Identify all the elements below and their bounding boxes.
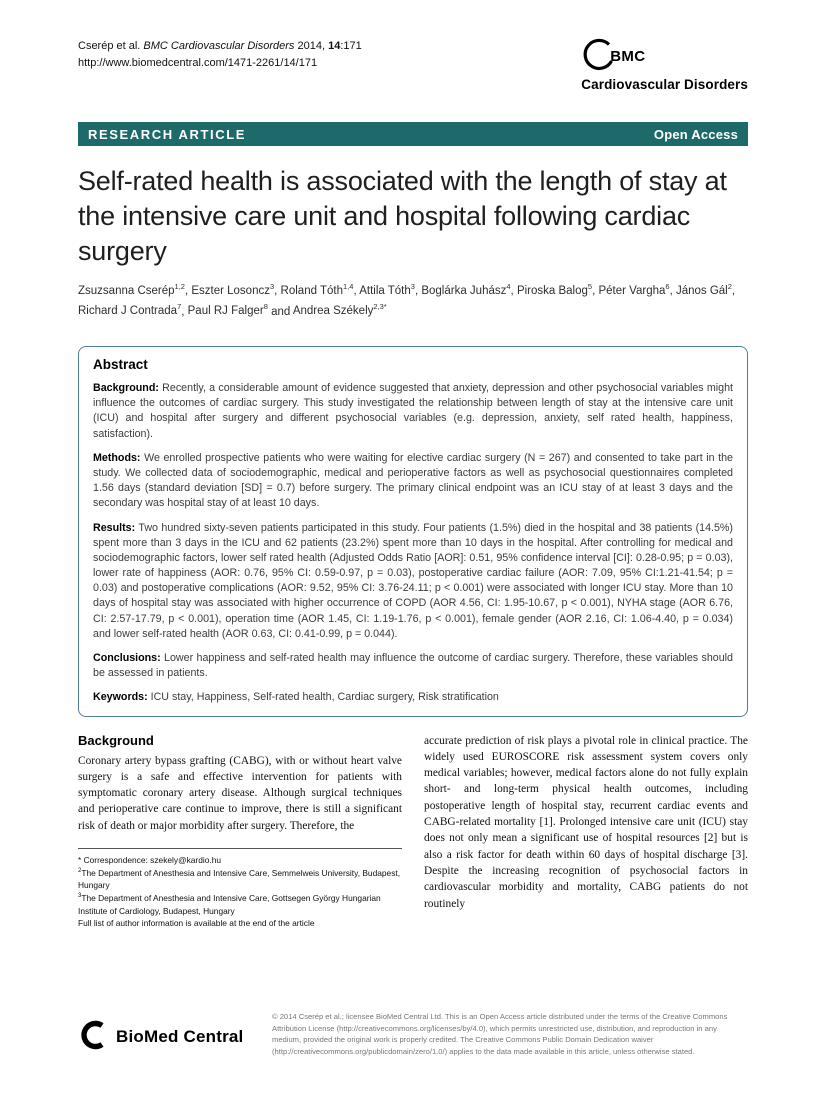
bmc-logo bbox=[581, 38, 748, 92]
biomed-central-logo-text: BioMed Central bbox=[116, 1027, 244, 1047]
author: Piroska Balog$^5$ bbox=[516, 282, 593, 298]
footnote-list bbox=[78, 854, 402, 930]
citation-journal: BMC Cardiovascular Disorders bbox=[140, 40, 298, 52]
footnote: * Correspondence: szekely@kardio.hu bbox=[78, 855, 222, 866]
abstract-heading: Abstract bbox=[93, 357, 148, 373]
abstract-methods bbox=[93, 451, 733, 512]
abstract-background bbox=[93, 381, 733, 442]
author-list: Zsuzsanna Cserép$^{1,2}$, Eszter Losoncz$^3$, Roland Tóth$^{1,4}$, Attila Tóth$^3$, Boglárka Juhász$^4$, Piroska Balog$^5$, Péter Vargha$^6$, János Gál$^2$, Richard J Contrada$^7$, Paul RJ Falger$^8$ and Andrea Székely$^{2,3*}$ bbox=[78, 282, 736, 318]
bmc-logo-text: BMC bbox=[610, 48, 646, 65]
research-article-banner bbox=[78, 122, 748, 146]
author: Zsuzsanna Cserép$^{1,2}$ bbox=[78, 282, 185, 298]
keywords-label: Keywords: bbox=[93, 691, 148, 704]
author: János Gál$^2$ bbox=[675, 282, 732, 298]
footnote: $^2$The Department of Anesthesia and Intensive Care, Semmelweis University, Budapest, Hungary bbox=[78, 867, 401, 891]
biomed-central-mark-icon bbox=[78, 1019, 110, 1056]
banner-open-access: Open Access bbox=[653, 126, 738, 142]
article-url-link[interactable]: http://www.biomedcentral.com/1471-2261/14/171 bbox=[78, 56, 318, 69]
footnotes-block bbox=[78, 848, 402, 930]
abstract-background-text: Recently, a considerable amount of evidence suggested that anxiety, depression and other psychosocial variables might influence the outcomes of cardiac surgery. This study investigated the relationship between length of stay at the intensive care unit (ICU) and hospital after surgery and different psychosocial variables (e.g. depression, anxiety, self rated health, happiness, satisfaction). bbox=[93, 382, 733, 440]
citation-year: 2014, bbox=[297, 40, 329, 52]
abstract-methods-label: Methods: bbox=[93, 451, 141, 464]
author: Roland Tóth$^{1,4}$ bbox=[280, 282, 354, 298]
abstract-conclusions bbox=[93, 651, 733, 681]
bmc-journal-name: Cardiovascular Disorders bbox=[581, 77, 748, 92]
body-paragraph-right: accurate prediction of risk plays a pivotal role in clinical practice. The widely used EUROSCORE risk assessment system covers only medical variables; however, medical factors alone do not fully explain short- and long-term physical health outcomes, including postoperative length of hospital stay, recurrent cardiac events and CABG-related mortality [1]. Prolonged intensive care unit (ICU) stay does not only mean a significant use of hospital resources [2] but is also a risk factor for death within 60 days of hospital discharge [3]. Despite the increasing recognition of psychosocial factors in cardiovascular morbidity and mortality, CABG patients do not routinely bbox=[424, 734, 748, 910]
keywords-line bbox=[93, 690, 733, 705]
author: Eszter Losoncz$^3$ bbox=[191, 282, 275, 298]
abstract-conclusions-text: Lower happiness and self-rated health may influence the outcome of cardiac surgery. Therefore, these variables should be assessed in patients. bbox=[93, 652, 733, 680]
citation-volume: 14 bbox=[328, 40, 341, 52]
footnote-divider bbox=[78, 848, 402, 849]
abstract-results bbox=[93, 521, 733, 643]
author: Paul RJ Falger$^8$ bbox=[187, 302, 268, 318]
page-footer bbox=[78, 1011, 748, 1058]
bmc-logo-row bbox=[581, 38, 748, 81]
citation-line bbox=[78, 38, 362, 55]
author: Péter Vargha$^6$ bbox=[598, 282, 670, 298]
section-heading-background: Background bbox=[78, 732, 154, 748]
author: Boglárka Juhász$^4$ bbox=[421, 282, 511, 298]
abstract-results-label: Results: bbox=[93, 521, 136, 534]
right-column bbox=[424, 733, 748, 930]
body-paragraph-left: Coronary artery bypass grafting (CABG), with or without heart valve surgery is a safe and effective intervention for patients with symptomatic coronary artery disease. Although surgical techniques and perioperative care continue to improve, there is still a significant risk of death or major morbidity after surgery. Therefore, the bbox=[78, 754, 402, 832]
body-columns bbox=[78, 733, 748, 930]
abstract-methods-text: We enrolled prospective patients who were waiting for elective cardiac surgery (N = 267) and consented to take part in the study. We collected data of sociodemographic, medical and perioperative factors as well as psychosocial questionnaires completed 1.56 days (standard deviation [SD] = 0.7) before surgery. The primary clinical endpoint was an ICU stay of at least 3 days and the secondary was hospital stay of at least 10 days. bbox=[93, 451, 733, 510]
abstract-box bbox=[78, 346, 748, 717]
left-column bbox=[78, 733, 402, 930]
author: Andrea Székely$^{2,3*}$ bbox=[292, 302, 387, 318]
page-header bbox=[78, 38, 748, 102]
author: Richard J Contrada$^7$ bbox=[78, 302, 182, 318]
footnote: Full list of author information is available at the end of the article bbox=[78, 918, 315, 929]
citation-authors: Cserép et al. bbox=[78, 40, 141, 52]
keywords-text: ICU stay, Happiness, Self-rated health, Cardiac surgery, Risk stratification bbox=[147, 691, 499, 704]
author: Attila Tóth$^3$ bbox=[359, 282, 415, 298]
abstract-results-text: Two hundred sixty-seven patients participated in this study. Four patients (1.5%) died in the hospital and 38 patients (14.5%) spent more than 3 days in the ICU and 62 patients (23.2%) spent more than 10 days in the hospital. After controlling for medical and sociodemographic factors, lower self rated health (Adjusted Odds Ratio [AOR]: 0.51, 95% confidence interval [CI]: 0.28-0.95; p = 0.03), lower rate of happiness (AOR: 0.76, 95% CI: 0.59-0.97, p = 0.03), postoperative cardiac failure (AOR: 7.09, 95% CI:1.21-41.54; p = 0.03) and postoperative complications (AOR: 9.52, 95% CI: 3.76-24.11; p < 0.001) were associated with longer ICU stay. More than 10 days of hospital stay was associated with higher occurrence of COPD (AOR 4.56, CI: 1.95-10.67, p < 0.001), NYHA stage (AOR 6.76, CI: 2.57-17.79, p < 0.001), operation time (AOR 1.45, CI: 1.19-1.76, p < 0.001), female gender (AOR 2.16, CI: 1.06-4.40, p = 0.034) and lower self-rated health (AOR 0.63, CI: 0.41-0.99, p = 0.044). bbox=[93, 521, 733, 640]
footnote: $^3$The Department of Anesthesia and Intensive Care, Gottsegen György Hungarian Institute of Cardiology, Budapest, Hungary bbox=[78, 892, 381, 916]
copyright-text: © 2014 Cserép et al.; licensee BioMed Central Ltd. This is an Open Access article distributed under the terms of the Creative Commons Attribution License (http://creativecommons.org/licenses/by/4.0), which permits unrestricted use, distribution, and reproduction in any medium, provided the original work is properly credited. The Creative Commons Public Domain Dedication waiver (http://creativecommons.org/publicdomain/zero/1.0/) applies to the data made available in this article, unless otherwise stated. bbox=[272, 1011, 728, 1057]
abstract-background-label: Background: bbox=[93, 382, 159, 395]
abstract-conclusions-label: Conclusions: bbox=[93, 652, 161, 665]
citation-block bbox=[78, 38, 362, 71]
citation-pages: :171 bbox=[340, 40, 362, 52]
banner-article-type: RESEARCH ARTICLE bbox=[88, 126, 247, 142]
biomed-central-logo bbox=[78, 1019, 250, 1056]
article-title: Self-rated health is associated with the length of stay at the intensive care unit and hospital following cardiac surgery bbox=[78, 166, 727, 267]
